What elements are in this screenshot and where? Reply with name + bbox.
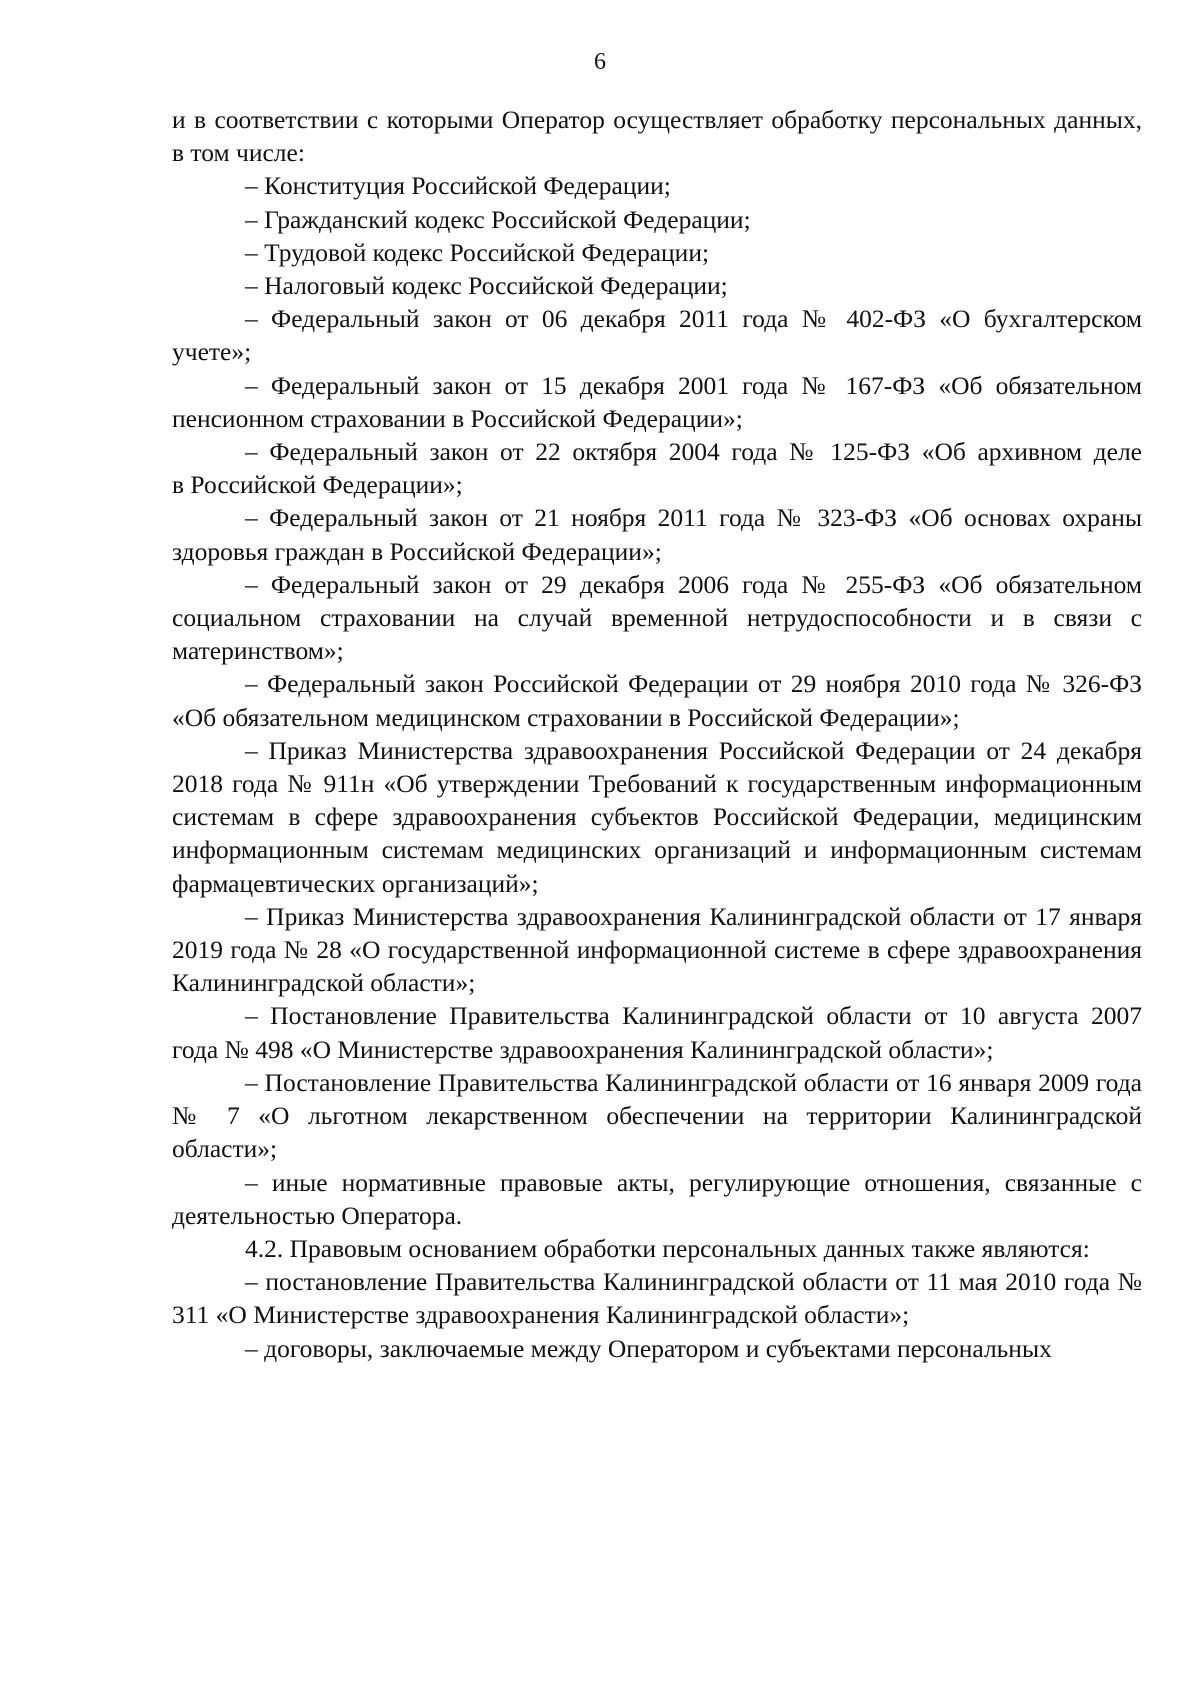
document-body xyxy=(172,103,1142,1365)
list-item-law-323: – Федеральный закон от 21 ноября 2011 года № 323-ФЗ «Об основах охраны здоровья граждан в Российской Федерации»; xyxy=(172,503,1142,566)
list-item-law-255: – Федеральный закон от 29 декабря 2006 года № 255-ФЗ «Об обязательном социальном страховании на случай временной нетрудоспособности и в связи с материнством»; xyxy=(172,569,1142,666)
list-item-law-326: – Федеральный закон Российской Федерации от 29 ноября 2010 года № 326-ФЗ «Об обязательном медицинском страховании в Российской Федерации»; xyxy=(172,669,1142,732)
paragraph-4-2: 4.2. Правовым основанием обработки персональных данных также являются: xyxy=(245,1233,1090,1263)
list-item-order-911n: – Приказ Министерства здравоохранения Российской Федерации от 24 декабря 2018 года № 911н «Об утверждении Требований к государственным информационным системам в сфере здравоохранения субъектов Российской Федерации, медицинским информационным системам медицинских организаций и информационным системам фармацевтических организаций»; xyxy=(172,735,1142,898)
list-item-tax-code: – Налоговый кодекс Российской Федерации; xyxy=(245,271,728,301)
list-item-law-125: – Федеральный закон от 22 октября 2004 года № 125-ФЗ «Об архивном деле xyxy=(245,437,1142,467)
list-item-other-acts: – иные нормативные правовые акты, регулирующие отношения, связанные с деятельностью Оператора. xyxy=(172,1167,1142,1230)
list-item-law-402: – Федеральный закон от 06 декабря 2011 года № 402-ФЗ «О бухгалтерском учете»; xyxy=(172,304,1142,367)
paragraph-intro: и в соответствии с которыми Оператор осуществляет обработку персональных данных, в том числе: xyxy=(172,105,1142,168)
list-item-order-28: – Приказ Министерства здравоохранения Калининградской области от 17 января 2019 года № 28 «О государственной информационной системе в сфере здравоохранения Калининградской области»; xyxy=(172,901,1142,998)
list-item-resolution-498: – Постановление Правительства Калининградской области от 10 августа 2007 года № 498 «О Министерстве здравоохранения Калининградской области»; xyxy=(172,1001,1142,1064)
list-item-constitution: – Конституция Российской Федерации; xyxy=(245,171,671,201)
list-item-labor-code: – Трудовой кодекс Российской Федерации; xyxy=(245,237,710,267)
list-item-resolution-7: – Постановление Правительства Калининградской области от 16 января 2009 года № 7 «О льготном лекарственном обеспечении на территории Калининградской области»; xyxy=(172,1067,1142,1164)
list-item-contracts: – договоры, заключаемые между Оператором и субъектами персональных xyxy=(245,1333,1052,1363)
page-number: 6 xyxy=(594,49,606,75)
list-item-resolution-311: – постановление Правительства Калининградской области от 11 мая 2010 года № 311 «О Министерстве здравоохранения Калининградской области»; xyxy=(172,1267,1142,1330)
list-item-civil-code: – Гражданский кодекс Российской Федерации; xyxy=(245,204,751,234)
list-item-law-167: – Федеральный закон от 15 декабря 2001 года № 167-ФЗ «Об обязательном пенсионном страховании в Российской Федерации»; xyxy=(172,370,1142,433)
list-item-law-125-continuation: в Российской Федерации»; xyxy=(172,470,463,500)
